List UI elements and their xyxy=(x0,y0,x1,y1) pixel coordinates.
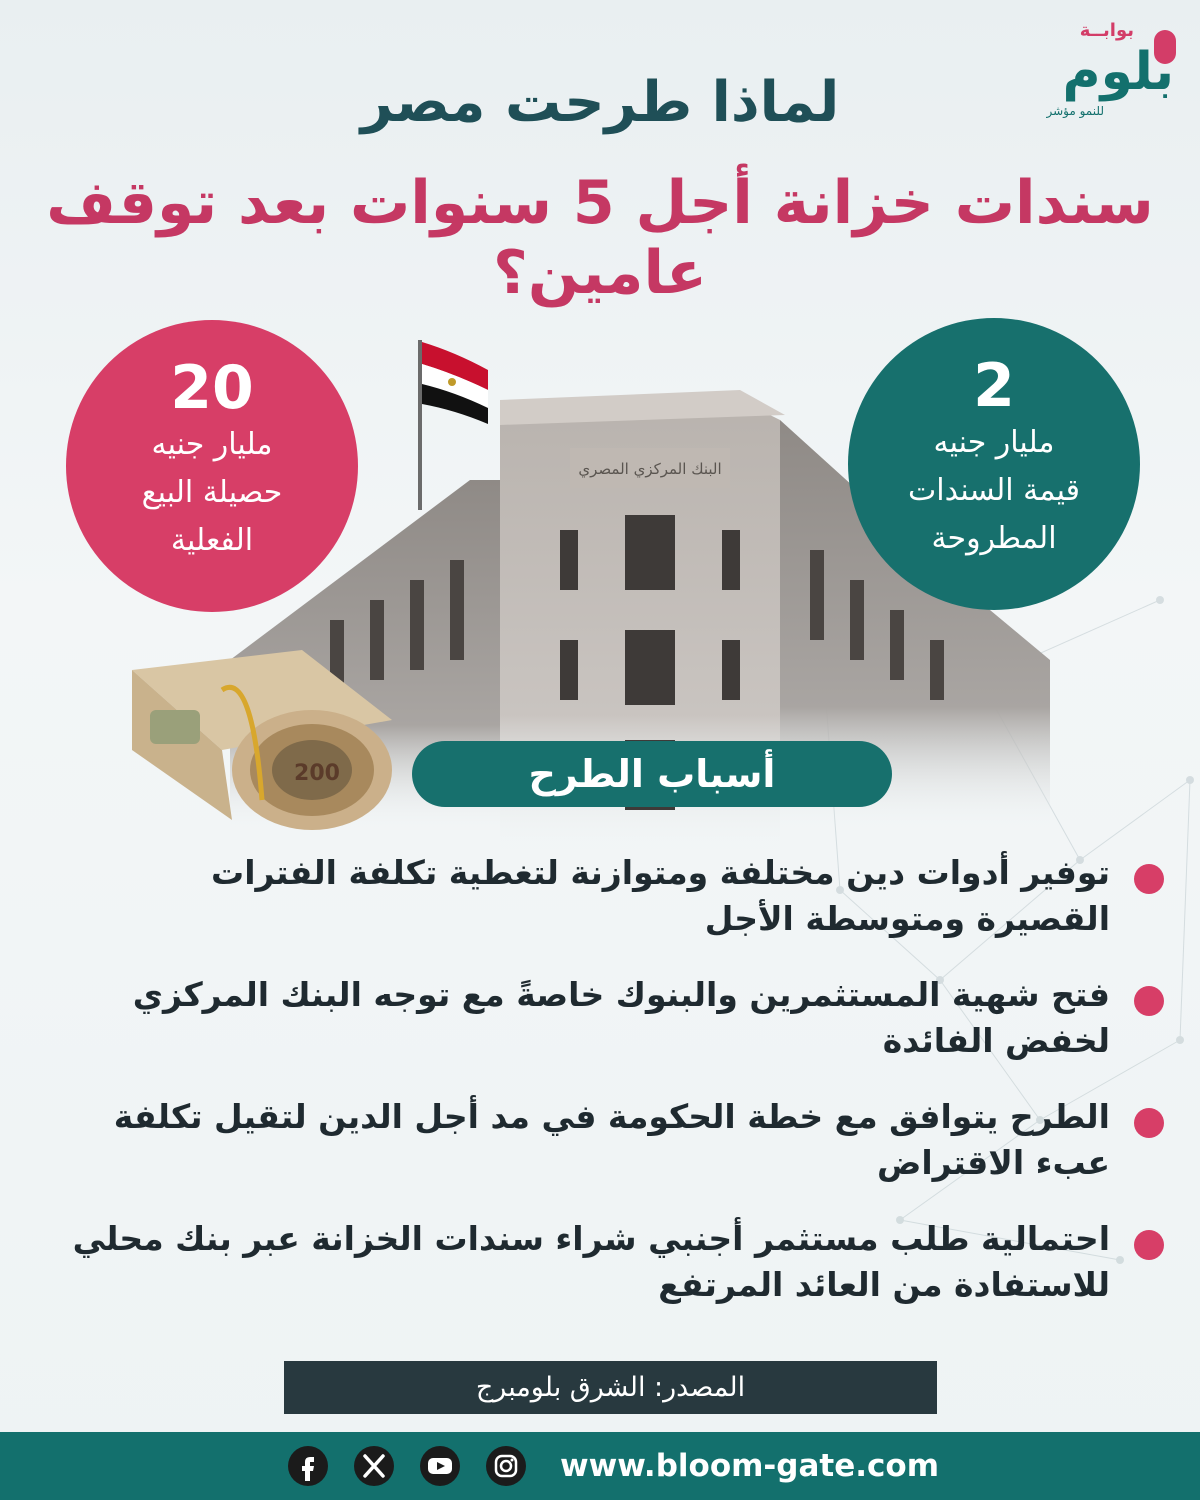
logo-main-text: بلوم xyxy=(1062,42,1174,102)
stat-line: مليار جنيه xyxy=(933,425,1055,460)
money-roll-image xyxy=(112,630,412,840)
stat-line: حصيلة البيع xyxy=(141,475,283,510)
stat-line: قيمة السندات xyxy=(908,473,1080,508)
reasons-heading: أسباب الطرح xyxy=(412,741,892,807)
logo-top-text: بوابــة xyxy=(1079,20,1134,41)
youtube-icon[interactable] xyxy=(416,1444,464,1488)
building-sign-text: البنك المركزي المصري xyxy=(578,460,722,478)
reason-line: الطرح يتوافق مع خطة الحكومة في مد أجل الدين لتقيل تكلفة xyxy=(113,1097,1110,1136)
list-item xyxy=(60,1094,1170,1186)
reason-line: للاستفادة من العائد المرتفع xyxy=(658,1265,1110,1304)
stat-line: الفعلية xyxy=(170,523,254,558)
reasons-list xyxy=(60,850,1170,1338)
reason-line: عبء الاقتراض xyxy=(876,1143,1110,1182)
logo-sub-text: للنمو مؤشر xyxy=(1046,104,1104,118)
stat-circle-offered-value xyxy=(848,318,1140,610)
stat-number: 20 xyxy=(170,353,254,423)
title-line-2: سندات خزانة أجل 5 سنوات بعد توقف عامين؟ xyxy=(46,168,1154,308)
reason-line: لخفض الفائدة xyxy=(882,1021,1110,1060)
bullet-icon xyxy=(1134,986,1164,1016)
list-item xyxy=(60,850,1170,942)
bullet-icon xyxy=(1134,864,1164,894)
source-label: المصدر: الشرق بلومبرج xyxy=(284,1361,937,1414)
instagram-icon[interactable] xyxy=(482,1444,530,1488)
facebook-icon[interactable] xyxy=(284,1444,332,1488)
stat-number: 2 xyxy=(973,351,1015,421)
stat-line: مليار جنيه xyxy=(151,427,273,462)
egypt-flag-icon xyxy=(422,342,488,424)
list-item xyxy=(60,1216,1170,1308)
banknote-value: 200 xyxy=(294,761,340,786)
reason-line: القصيرة ومتوسطة الأجل xyxy=(704,899,1110,938)
bullet-icon xyxy=(1134,1230,1164,1260)
stat-line: المطروحة xyxy=(931,521,1057,556)
reason-line: احتمالية طلب مستثمر أجنبي شراء سندات الخزانة عبر بنك محلي xyxy=(72,1219,1110,1258)
bullet-icon xyxy=(1134,1108,1164,1138)
list-item xyxy=(60,972,1170,1064)
reason-line: فتح شهية المستثمرين والبنوك خاصةً مع توجه البنك المركزي xyxy=(132,975,1110,1014)
stat-circle-actual-proceeds xyxy=(66,320,358,612)
x-icon[interactable] xyxy=(350,1444,398,1488)
footer-bar xyxy=(0,1432,1200,1500)
title-line-1: لماذا طرحت مصر xyxy=(360,70,840,135)
reason-line: توفير أدوات دين مختلفة ومتوازنة لتغطية تكلفة الفترات xyxy=(211,853,1110,892)
website-link[interactable]: www.bloom-gate.com xyxy=(560,1448,939,1484)
